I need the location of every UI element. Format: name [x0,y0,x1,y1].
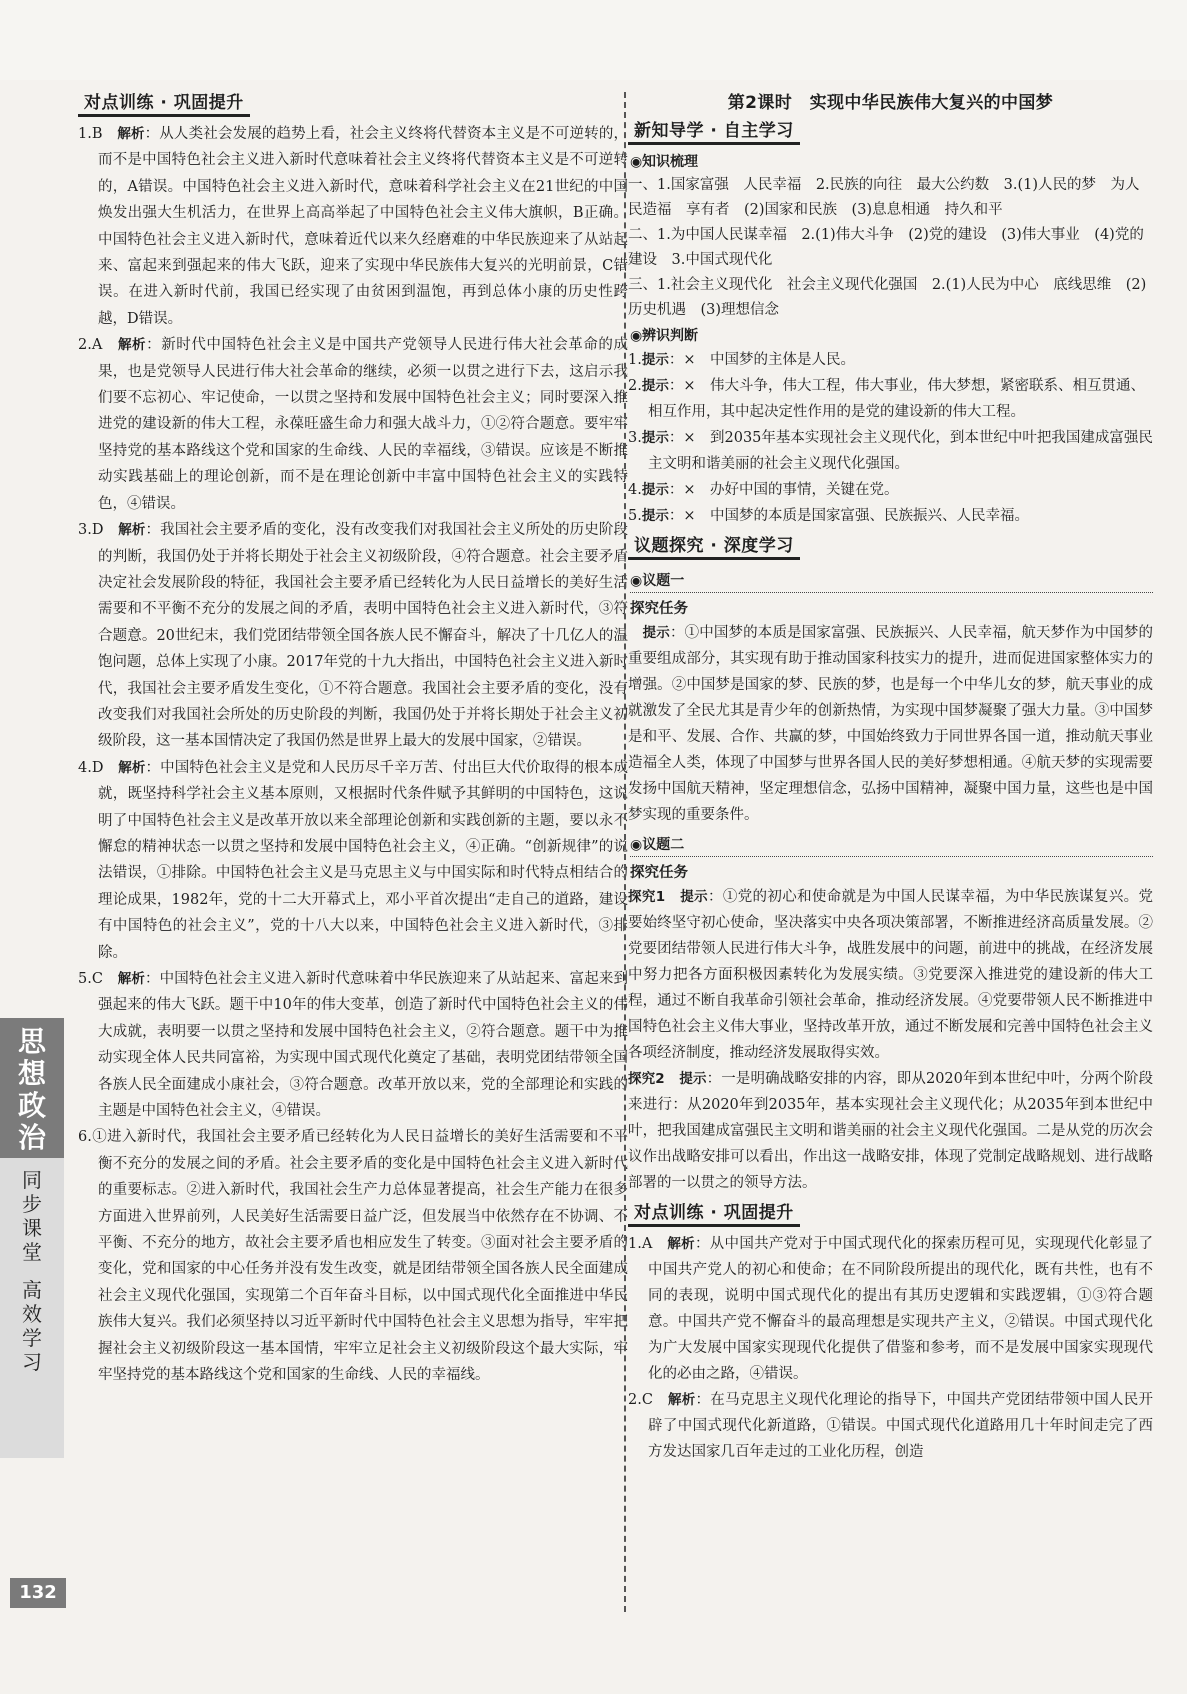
knowledge-heading [630,151,1153,171]
explore-lead: 探究2 [628,1071,665,1087]
column-divider [624,92,626,1612]
judge-text: ：× 伟大斗争，伟大工程，伟大事业，伟大梦想，紧密联系、相互贯通、相互作用，其中起决定性作用的是党的建设新的伟大工程。 [648,378,1145,420]
answer-text: ：在马克思主义现代化理论的指导下，中国共产党团结带领中国人民开辟了中国式现代化新道路，①错误。中国式现代化道路用几十年时间走完了西方发达国家几百年走过的工业化历程，创造 [648,1392,1154,1460]
right-column [628,88,1153,1465]
analysis-label: 解析 [118,759,146,776]
left-section-title: 对点训练 · 巩固提升 [78,88,250,117]
explore-item [628,884,1153,1066]
answer-item [78,517,628,755]
judge-number: 1. [628,352,642,368]
judge-heading [630,325,1153,345]
left-answer-list [78,121,628,1389]
answer-item [78,1124,628,1388]
section-title-practice: 对点训练 · 巩固提升 [628,1198,800,1227]
bullet-icon: ◉ [630,573,643,589]
topic2-list [628,884,1153,1196]
answer-item [78,966,628,1124]
section-title-deep-learning: 议题探究 · 深度学习 [628,531,800,560]
lesson-title: 第2课时 实现中华民族伟大复兴的中国梦 [727,93,1054,113]
book-char: 效 [22,1302,42,1326]
knowledge-list [628,173,1153,323]
subject-tab [0,1018,64,1158]
answer-item [628,1387,1153,1465]
judge-item [628,477,1153,503]
answer-item [628,1231,1153,1387]
answer-item [78,755,628,966]
top-margin [0,0,1187,80]
book-char: 同 [22,1168,42,1192]
judge-number: 3. [628,430,642,446]
answer-number: 1.B [78,126,103,142]
judge-text: ：× 办好中国的事情，关键在党。 [668,482,899,498]
analysis-label: 解析 [118,522,146,539]
judge-list [628,347,1153,529]
answer-number: 6. [78,1129,92,1146]
analysis-label: 解析 [117,337,147,354]
judge-item [628,503,1153,529]
judge-number: 5. [628,508,642,524]
answer-number: 5.C [78,971,103,987]
answer-text: ：我国社会主要矛盾的变化，没有改变我们对我国社会主义所处的历史阶段的判断，我国仍处于并将长期处于社会主义初级阶段，④符合题意。社会主要矛盾决定社会发展阶段的特征，我国社会主要矛盾已经转化为人民日益增长的美好生活需要和不平衡不充分的发展之间的矛盾，表明中国特色社会主义进入新时代，③符合题意。20世纪末，我们党团结带领全国各族人民不懈奋斗，解决了十几亿人的温饱问题，总体上实现了小康。2017年党的十九大指出，中国特色社会主义进入新时代，我国社会主要矛盾发生变化，①不符合题意。我国社会主要矛盾的变化，没有改变我们对我国社会所处的历史阶段的判断，我国仍处于并将长期处于社会主义初级阶段，这一基本国情决定了我国仍然是世界上最大的发展中国家，②错误。 [98,522,629,750]
explore-text: ：一是明确战略安排的内容，即从2020年到本世纪中叶，分两个阶段来进行：从2020年到2035年，基本实现社会主义现代化；从2035年到本世纪中叶，把我国建成富强民主文明和谐美丽的社会主义现代化强国。二是从党的历次会议作出战略安排可以看出，作出这一战略安排，体现了党制定战略规划、进行战略部署的一以贯之的领导方法。 [628,1071,1153,1191]
judge-item [628,347,1153,373]
answer-text: ：中国特色社会主义进入新时代意味着中华民族迎来了从站起来、富起来到强起来的伟大飞跃。题干中10年的伟大变革，创造了新时代中国特色社会主义的伟大成就，表明要一以贯之坚持和发展中国特色社会主义，②符合题意。题干中为推动实现全体人民共同富裕，为实现中国式现代化奠定了基础，表明党团结带领全国各族人民全面建成小康社会，③符合题意。改革开放以来，党的全部理论和实践的主题是中国特色社会主义，④错误。 [98,971,628,1120]
explore-text: ：①党的初心和使命就是为中国人民谋幸福，为中华民族谋复兴。党要始终坚守初心使命，坚决落实中央各项决策部署，不断推进经济高质量发展。②党要团结带领人民进行伟大斗争，战胜发展中的问题，前进中的挑战，在经济发展中努力把各方面积极因素转化为发展实绩。③党要深入推进党的建设新的伟大工程，通过不断自我革命引领社会革命，推动经济发展。④党要带领人民不断推进中国特色社会主义伟大事业，坚持改革开放，通过不断发展和完善中国特色社会主义各项经济制度，推动经济发展取得实效。 [628,889,1154,1061]
explore-lead: 探究1 [628,889,666,905]
section-title-new-knowledge: 新知导学 · 自主学习 [628,116,800,145]
hint-label: 提示 [642,625,670,641]
topic2-label: 议题二 [642,837,685,853]
answer-number: 1.A [628,1236,653,1252]
book-char: 习 [22,1350,42,1374]
bullet-icon: ◉ [630,328,643,344]
analysis-label: 解析 [667,1236,695,1252]
answer-text: ：中国特色社会主义是党和人民历尽千辛万苦、付出巨大代价取得的根本成就，既坚持科学社会主义基本原则，又根据时代条件赋予其鲜明的中国特色，这说明了中国特色社会主义是改革开放以来全部理论创新和实践创新的主题，要以永不懈怠的精神状态一以贯之坚持和发展中国特色社会主义，④正确。“创新规律”的说法错误，①排除。中国特色社会主义是马克思主义与中国实际和时代特点相结合的理论成果，1982年，党的十二大开幕式上，邓小平首次提出“走自己的道路，建设有中国特色的社会主义”，党的十八大以来，中国特色社会主义进入新时代，③排除。 [98,759,629,961]
hint-label: 提示 [641,378,669,394]
book-char [0,1264,64,1278]
bullet-icon: ◉ [630,837,643,853]
judge-item [628,425,1153,477]
left-column [78,88,628,1389]
hint-label: 提示 [641,352,669,368]
knowledge-item: 二、1.为中国人民谋幸福 2.(1)伟大斗争 (2)党的建设 (3)伟大事业 (4)党的建设 3.中国式现代化 [628,227,1144,268]
book-char: 课 [22,1216,42,1240]
page-number: 132 [10,1578,66,1608]
judge-text: ：× 中国梦的本质是国家富强、民族振兴、人民幸福。 [668,508,1029,524]
hint-label: 提示 [641,482,669,498]
topic2-task-heading: 探究任务 [630,865,688,881]
answer-text: ：从人类社会发展的趋势上看，社会主义终将代替资本主义是不可逆转的，而不是中国特色社会主义进入新时代意味着社会主义终将代替资本主义是不可逆转的，A错误。中国特色社会主义进入新时代，意味着科学社会主义在21世纪的中国焕发出强大生机活力，在世界上高高举起了中国特色社会主义伟大旗帜，B正确。中国特色社会主义进入新时代，意味着近代以来久经磨难的中华民族迎来了从站起来、富起来到强起来的伟大飞跃，迎来了实现中华民族伟大复兴的光明前景，C错误。在进入新时代前，我国已经实现了由贫困到温饱，再到总体小康的历史性跨越，D错误。 [98,126,629,327]
book-char: 步 [22,1192,42,1216]
hint-label: 提示 [680,889,708,905]
answer-number: 4.D [78,759,104,776]
answer-item [78,121,628,332]
subject-char: 思 [17,1025,46,1058]
subject-char: 治 [17,1121,46,1154]
explore-item [628,1066,1153,1196]
judge-number: 2. [628,378,642,394]
knowledge-item: 一、1.国家富强 人民幸福 2.民族的向往 最大公约数 3.(1)人民的梦 为人民造福 享有者 (2)国家和民族 (3)息息相通 持久和平 [628,177,1140,218]
topic1-label: 议题一 [642,573,685,589]
judge-number: 4. [628,482,642,498]
answer-number: 3.D [78,522,104,539]
judge-heading-text: 辨识判断 [642,328,698,344]
subject-char: 政 [17,1089,46,1122]
hint-label: 提示 [679,1071,707,1087]
subject-char: 想 [17,1057,46,1090]
book-char: 学 [22,1326,42,1350]
answer-number: 2.C [628,1392,653,1408]
analysis-label: 解析 [117,971,145,987]
hint-label: 提示 [641,508,669,524]
answer-text: ：新时代中国特色社会主义是中国共产党领导人民进行伟大社会革命的成果，也是党领导人民进行伟大社会革命的继续，必须一以贯之进行下去，这启示我们要不忘初心、牢记使命，一以贯之坚持和发展中国特色社会主义；同时要深入推进党的建设新的伟大工程，永葆旺盛生命力和强大战斗力，①②符合题意。要牢牢坚持党的基本路线这个党和国家的生命线、人民的幸福线，③错误。应该是不断推动实践基础上的理论创新，而不是在理论创新中丰富中国特色社会主义的实践特色，④错误。 [98,337,629,512]
book-char: 堂 [22,1240,42,1264]
knowledge-heading-text: 知识梳理 [642,154,698,170]
right-answer-list [628,1231,1153,1465]
answer-text: ①进入新时代，我国社会主要矛盾已经转化为人民日益增长的美好生活需要和不平衡不充分的发展之间的矛盾。社会主要矛盾的变化是中国特色社会主义进入新时代的重要标志。②进入新时代，我国社会生产力总体显著提高，社会生产能力在很多方面进入世界前列，人民美好生活需要日益广泛，但发展当中依然存在不协调、不平衡、不充分的地方，故社会主要矛盾也相应发生了转变。③面对社会主要矛盾的变化，党和国家的中心任务并没有发生改变，就是团结带领全国各族人民全面建成社会主义现代化强国，实现第二个百年奋斗目标，以中国式现代化全面推进中华民族伟大复兴。我们必须坚持以习近平新时代中国特色社会主义思想为指导，牢牢把握社会主义初级阶段这一基本国情，牢牢立足社会主义初级阶段这个最大实际，牢牢坚持党的基本路线这个党和国家的生命线、人民的幸福线。 [91,1129,628,1384]
answer-text: ：从中国共产党对于中国式现代化的探索历程可见，实现现代化彰显了中国共产党人的初心和使命；在不同阶段所提出的现代化，既有共性，也有不同的表现，说明中国式现代化的提出有其历史逻辑和实践逻辑，①③符合题意。中国共产党不懈奋斗的最高理想是实现共产主义，②错误。中国式现代化为广大发展中国家实现现代化提供了借鉴和参考，而不是发展中国家实现现代化的必由之路，④错误。 [648,1236,1154,1382]
topic1-task-heading: 探究任务 [630,601,688,617]
hint-label: 提示 [641,430,669,446]
answer-number: 2.A [78,337,103,354]
book-char: 高 [22,1278,42,1302]
analysis-label: 解析 [667,1392,696,1408]
topic1-text: ：①中国梦的本质是国家富强、民族振兴、人民幸福，航天梦作为中国梦的重要组成部分，其实现有助于推动国家科技实力的提升，进而促进国家整体实力的增强。②中国梦是国家的梦、民族的梦，也是每一个中华儿女的梦，航天事业的成就激发了全民尤其是青少年的创新热情，为实现中国梦凝聚了强大力量。③中国梦是和平、发展、合作、共赢的梦，中国始终致力于同世界各国一道，推动航天事业造福全人类，体现了中国梦与世界各国人民的美好梦想相通。④航天梦的实现需要发扬中国航天精神，坚定理想信念，弘扬中国精神，凝聚中国力量，这些也是中国梦实现的重要条件。 [628,625,1154,823]
knowledge-item: 三、1.社会主义现代化 社会主义现代化强国 2.(1)人民为中心 底线思维 (2)历史机遇 (3)理想信念 [628,277,1147,318]
topic1-answer [628,620,1153,828]
judge-item [628,373,1153,425]
judge-text: ：× 中国梦的主体是人民。 [668,352,855,368]
bullet-icon: ◉ [630,154,643,170]
judge-text: ：× 到2035年基本实现社会主义现代化，到本世纪中叶把我国建成富强民主文明和谐美丽的社会主义现代化强国。 [648,430,1153,472]
topic2-heading [630,834,1153,857]
analysis-label: 解析 [117,126,145,142]
topic1-heading [630,570,1153,593]
answer-item [78,332,628,517]
book-tab [0,1158,64,1458]
